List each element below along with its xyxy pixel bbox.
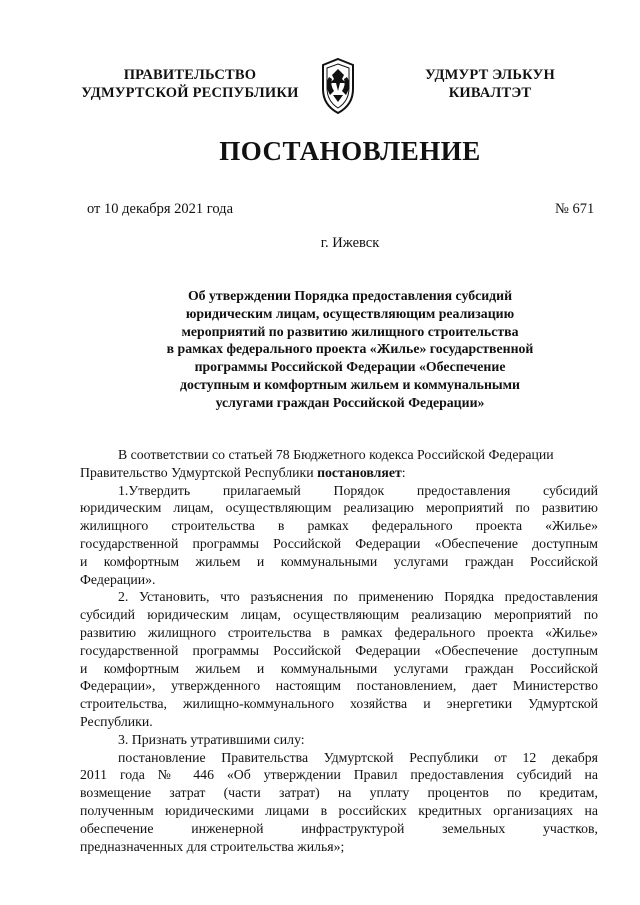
body-line: Федерации». <box>80 571 156 587</box>
body-line: Федерации», утвержденного настоящим постановлением, дает Министерство <box>80 678 598 694</box>
subject-line: юридическим лицам, осуществляющим реализацию <box>185 305 515 321</box>
body-line: 2011 года № 446 «Об утверждении Правил предоставления субсидий на <box>80 767 598 783</box>
body-line: 2. Установить, что разъяснения по применению Порядка предоставления <box>118 589 598 605</box>
subject-line: в рамках федерального проекта «Жилье» государственной <box>166 341 534 357</box>
subject-line: Об утверждении Порядка предоставления субсидий <box>187 288 513 303</box>
issuer-name-line: УДМУРТСКОЙ РЕСПУБЛИКИ <box>81 85 299 101</box>
document-number: № 671 <box>555 201 595 217</box>
body-line: полученным юридическими лицами в российских кредитных организациях на <box>80 802 598 818</box>
clause-3 <box>80 731 598 749</box>
body-text: Правительство Удмуртской Республики <box>80 464 318 480</box>
clause-1 <box>80 482 598 589</box>
document-date: от 10 декабря 2021 года <box>87 201 233 217</box>
issuer-name-russian <box>60 66 320 102</box>
subject-line: программы Российской Федерации «Обеспечение <box>194 359 506 375</box>
subject-line: услугами граждан Российской Федерации» <box>215 394 485 410</box>
body-line: государственной программы Российской Федерации «Обеспечение доступным <box>80 535 598 551</box>
body-line: обеспечение инженерной инфраструктурой земельных участков, <box>80 820 598 836</box>
body-line: 1.Утвердить прилагаемый Порядок предоставления субсидий <box>118 482 598 498</box>
coat-of-arms-icon <box>318 57 358 115</box>
body-line: Республики. <box>80 713 153 729</box>
body-line: юридическим лицам, осуществляющим реализацию мероприятий по развитию <box>80 500 598 516</box>
repealed-act <box>80 749 598 856</box>
issuer-name-line: КИВАЛТЭТ <box>448 85 532 101</box>
subject-line: доступным и комфортным жильем и коммунальными <box>179 376 521 392</box>
document-type-title: ПОСТАНОВЛЕНИЕ <box>219 136 481 166</box>
body-line: государственной программы Российской Федерации «Обеспечение доступным <box>80 642 598 658</box>
body-line: строительства, жилищно-коммунального хозяйства и энергетики Удмуртской <box>80 696 598 712</box>
subject-line: мероприятий по развитию жилищного строительства <box>181 323 519 339</box>
body-line: жилищного строительства в рамках федерального проекта «Жилье» <box>80 518 598 534</box>
body-line: и комфортным жильем и коммунальными услугами граждан Российской <box>80 660 598 676</box>
body-line: предназначенных для строительства жилья»; <box>80 838 345 854</box>
body-line: 3. Признать утратившими силу: <box>118 731 305 747</box>
body-text: : <box>401 464 406 480</box>
body-line: В соответствии со статьей 78 Бюджетного кодекса Российской Федерации <box>118 447 554 462</box>
preamble <box>80 446 598 482</box>
document-body <box>80 446 598 855</box>
body-line: и комфортным жильем и коммунальными услугами граждан Российской <box>80 553 598 569</box>
document-subject <box>120 287 580 412</box>
body-line: возмещение затрат (части затрат) на уплату процентов по кредитам, <box>80 785 598 801</box>
operative-word: постановляет <box>317 464 402 480</box>
body-line: субсидий юридическим лицам, осуществляющим реализацию мероприятий по <box>80 607 598 623</box>
body-line: постановление Правительства Удмуртской Республики от 12 декабря <box>118 749 598 765</box>
issuer-name-line: ПРАВИТЕЛЬСТВО <box>123 67 257 83</box>
body-line: развитию жилищного строительства в рамках федерального проекта «Жилье» <box>80 624 598 640</box>
clause-2 <box>80 588 598 730</box>
issuer-name-line: УДМУРТ ЭЛЬКУН <box>425 67 555 83</box>
document-city: г. Ижевск <box>320 235 380 251</box>
issuer-name-udmurt <box>392 66 588 102</box>
body-line <box>80 464 598 482</box>
